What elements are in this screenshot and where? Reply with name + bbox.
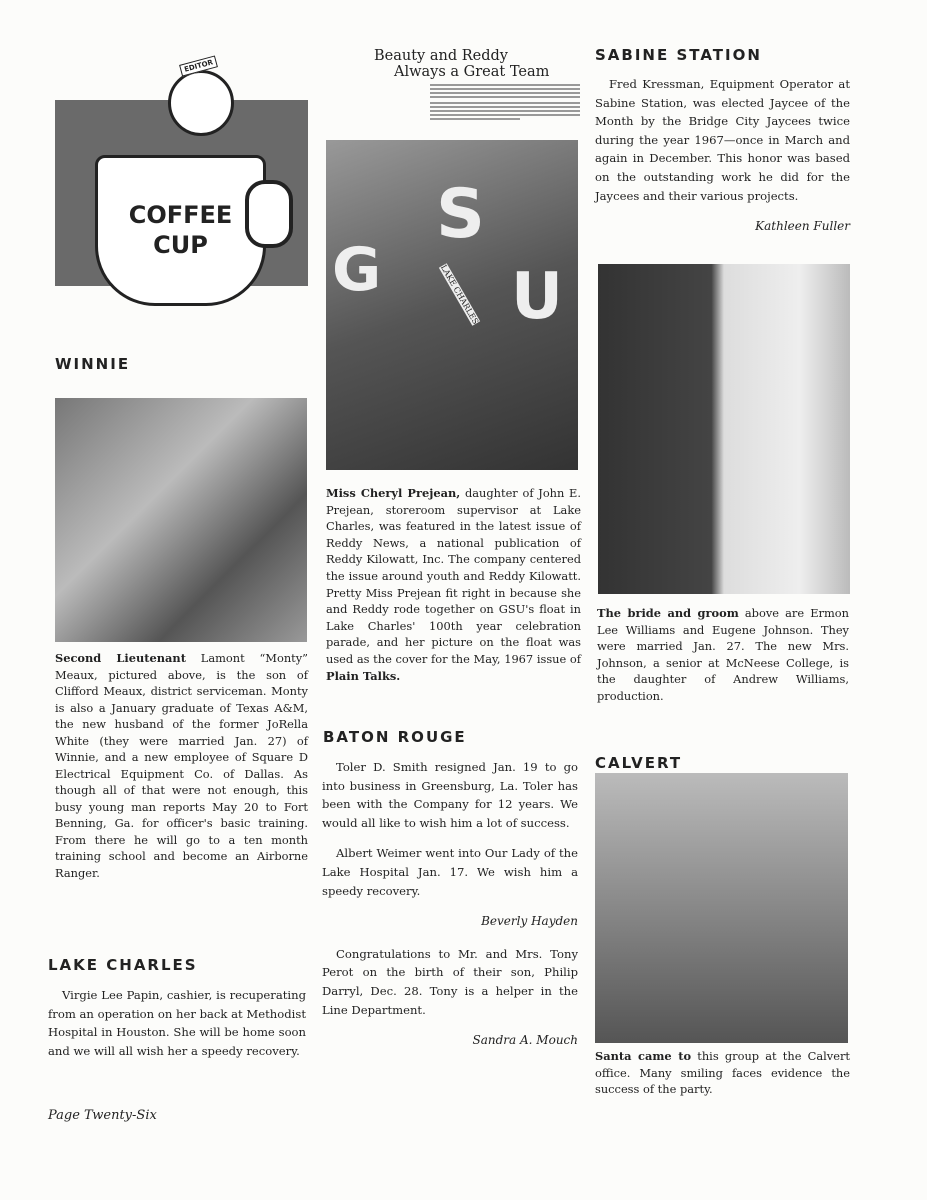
signature: Sandra A. Mouch [472,1033,578,1048]
signature: Kathleen Fuller [755,219,850,234]
photo-gsu-float: G S U LAKE CHARLES [326,140,578,470]
lake-charles-text: Virgie Lee Papin, cashier, is recuperating from an operation on her back at Methodist Hospital in Houston. She will be home soon and we will all wish her a speedy recovery. [48,988,306,1058]
coffee-cup-logo [95,155,266,306]
editor-hat: EDITOR [179,55,218,76]
reddy-kilowatt-figure [168,70,234,136]
signature: Beverly Hayden [481,914,578,929]
calvert-caption [595,1048,850,1098]
sash-text: LAKE CHARLES [438,263,481,326]
caption-bold: Miss Cheryl Prejean, [326,486,461,500]
photo-santa-group [595,773,848,1043]
photo-bride-and-groom [598,264,850,594]
title-line: Always a Great Team [394,64,550,80]
caption-bold: Plain Talks. [326,668,401,683]
logo-text: CUP [153,231,208,259]
section-heading-calvert: CALVERT [595,754,683,772]
reddy-caption [326,485,581,684]
page-number: Page Twenty-Six [48,1108,157,1123]
reddy-clipping-title [374,48,549,80]
paragraph: Albert Weimer went into Our Lady of the Lake Hospital Jan. 17. We wish him a speedy recovery. [322,846,578,898]
title-line: Beauty and Reddy [374,48,508,64]
caption-text: this group at the Calvert office. Many smiling faces evidence the success of the party. [595,1049,851,1096]
section-heading-baton-rouge: BATON ROUGE [323,728,467,746]
section-heading-winnie: WINNIE [55,355,131,373]
clipping-fine-print [430,82,580,122]
caption-text: Lamont “Monty” Meaux, pictured above, is the son of Clifford Meaux, district serviceman. Monty is also a January graduate of Texas A&M, the new husband of the former JoRella White (they were married Jan. 27) of Winnie, and a new employee of Square D Electrical Equipment Co. of Dallas. As though all of that were not enough, this busy young man reports May 20 to Fort Benning, Ga. for officer's basic training. From there he will go to a ten month training school and become an Airborne Ranger. [55,651,308,880]
winnie-caption [55,650,308,881]
logo-text: COFFEE [128,201,233,229]
paragraph: Fred Kressman, Equipment Operator at Sabine Station, was elected Jaycee of the Month by the Bridge City Jaycees twice during the year 1967—once in March and again in December. This honor was based on the outstanding work he did for the Jaycees and their various projects. [595,77,850,203]
caption-text: daughter of John E. Prejean, storeroom supervisor at Lake Charles, was featured in the latest issue of Reddy News, a national publication of Reddy Kilowatt, Inc. The company centered the issue around youth and Reddy Kilowatt. Pretty Miss Prejean fit right in because she and Reddy rode together on GSU's float in Lake Charles' 100th year celebration parade, and her picture on the float was used as the cover for the May, 1967 issue of [326,486,581,666]
photo-lieutenant-meaux [55,398,307,642]
section-heading-sabine-station: SABINE STATION [595,46,762,64]
sabine-caption [597,605,849,704]
cup-handle [245,180,293,248]
caption-bold: The bride and groom [597,606,739,620]
paragraph: Toler D. Smith resigned Jan. 19 to go into business in Greensburg, La. Toler has been with the Company for 12 years. We would all like to wish him a lot of success. [322,760,578,830]
caption-text: above are Ermon Lee Williams and Eugene Johnson. They were married Jan. 27. The new Mrs. Johnson, a senior at McNeese College, is the daughter of Andrew Williams, production. [597,606,849,703]
section-heading-lake-charles: LAKE CHARLES [48,956,198,974]
paragraph: Congratulations to Mr. and Mrs. Tony Perot on the birth of their son, Philip Darryl, Dec. 28. Tony is a helper in the Line Department. [322,946,578,1017]
caption-bold: Second Lieutenant [55,651,186,665]
caption-bold: Santa came to [595,1049,692,1063]
